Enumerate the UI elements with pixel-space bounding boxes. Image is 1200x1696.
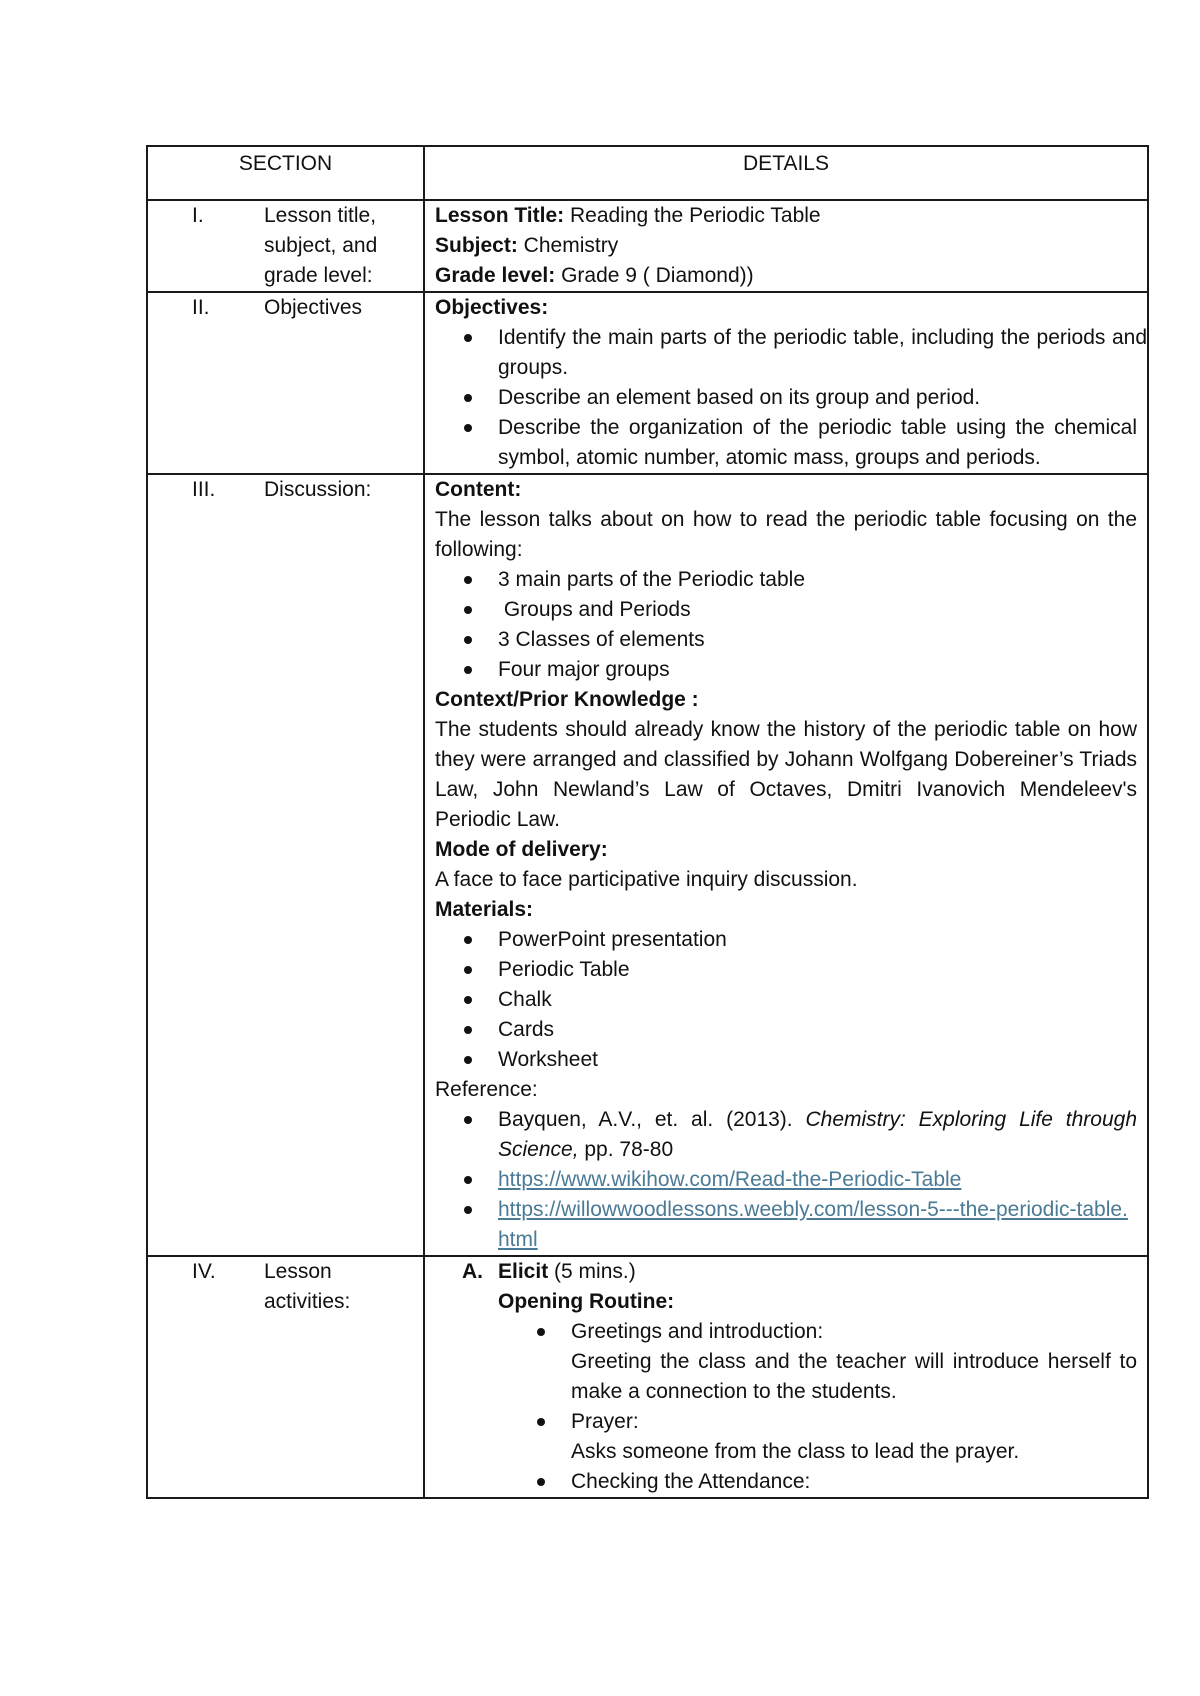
list-item: 3 main parts of the Periodic table: [498, 565, 1147, 595]
list-item: Groups and Periods: [498, 595, 1147, 625]
reference-list: [425, 1105, 1137, 1255]
section-label: Discussion:: [264, 478, 372, 501]
routine-item-title: Prayer:: [571, 1410, 639, 1433]
subject-line: [435, 231, 1137, 261]
list-item: [498, 1105, 1137, 1165]
list-item: Describe the organization of the periodic table using the chemical symbol, atomic number, atomic mass, groups and periods.: [498, 413, 1137, 473]
reference-book-title: Chemistry: Exploring Life through Science,: [498, 1108, 1138, 1161]
details-cell: [424, 292, 1148, 474]
list-item: [571, 1317, 1137, 1407]
list-item: Periodic Table: [498, 955, 1147, 985]
content-list: [425, 565, 1147, 685]
list-item: [498, 1165, 1137, 1195]
mode-text: A face to face participative inquiry discussion.: [435, 868, 858, 891]
elicit-label: Elicit: [498, 1260, 549, 1283]
reference-link-wikihow[interactable]: https://www.wikihow.com/Read-the-Periodic-Table: [498, 1168, 962, 1191]
details-cell: [424, 200, 1148, 292]
list-item: [571, 1467, 1137, 1497]
details-cell: [424, 1256, 1148, 1498]
routine-item-text: Greeting the class and the teacher will introduce herself to make a connection to the students.: [571, 1350, 1137, 1403]
section-number: II.: [192, 296, 210, 319]
routine-list: [425, 1317, 1137, 1497]
grade-line: [435, 261, 1137, 291]
reference-link-willowwood[interactable]: https://willowwoodlessons.weebly.com/lesson-5---the-periodic-table.html: [498, 1198, 1128, 1251]
section-number: IV.: [192, 1260, 216, 1283]
section-number: III.: [192, 478, 216, 501]
objectives-list: [425, 323, 1147, 473]
list-item: [498, 1195, 1137, 1255]
reference-pages: pp. 78-80: [578, 1138, 674, 1161]
lesson-title-line: [435, 201, 1137, 231]
lesson-plan-table: [146, 145, 1149, 1499]
section-header: SECTION: [238, 152, 333, 175]
activity-letter: A.: [462, 1260, 483, 1283]
section-cell: [147, 292, 424, 474]
elicit-duration: (5 mins.): [548, 1260, 636, 1283]
section-cell: [147, 1256, 424, 1498]
context-text: The students should already know the history of the periodic table on how they were arranged and classified by Johann Wolfgang Dobereiner’s Triads Law, John Newland’s Law of Octaves, Dmitri Ivanovich Mendeleev's Periodic Law.: [435, 718, 1137, 831]
section-label: Lesson title, subject, and grade level:: [264, 204, 378, 287]
table-row-objectives: [147, 292, 1148, 474]
section-header-cell: [147, 146, 424, 200]
elicit-line: [498, 1257, 1147, 1287]
list-item: [571, 1407, 1137, 1467]
subject-value: Chemistry: [517, 234, 619, 257]
list-item: Identify the main parts of the periodic table, including the periods and groups.: [498, 323, 1147, 383]
routine-item-text: Asks someone from the class to lead the prayer.: [571, 1440, 1020, 1463]
grade-value: Grade 9 ( Diamond)): [555, 264, 754, 287]
section-number: I.: [192, 204, 204, 227]
opening-routine-heading: Opening Routine:: [498, 1290, 675, 1313]
lesson-title-label: Lesson Title:: [435, 204, 565, 227]
content-text: The lesson talks about on how to read the periodic table focusing on the following:: [435, 508, 1137, 561]
section-label: Lesson activities:: [264, 1260, 351, 1313]
details-cell: [424, 474, 1148, 1256]
lesson-title-value: Reading the Periodic Table: [564, 204, 821, 227]
context-heading: Context/Prior Knowledge :: [435, 688, 699, 711]
list-item: 3 Classes of elements: [498, 625, 1147, 655]
list-item: PowerPoint presentation: [498, 925, 1147, 955]
mode-heading: Mode of delivery:: [435, 838, 608, 861]
objectives-heading: Objectives:: [435, 296, 549, 319]
table-row-lesson-info: [147, 200, 1148, 292]
reference-heading: Reference:: [435, 1078, 538, 1101]
content-heading: Content:: [435, 478, 522, 501]
list-item: Four major groups: [498, 655, 1147, 685]
table-header-row: [147, 146, 1148, 200]
table-row-discussion: [147, 474, 1148, 1256]
list-item: Describe an element based on its group and period.: [498, 383, 1147, 413]
section-cell: [147, 474, 424, 1256]
grade-label: Grade level:: [435, 264, 556, 287]
details-header-cell: [424, 146, 1148, 200]
reference-authors: Bayquen, A.V., et. al. (2013).: [498, 1108, 806, 1131]
routine-item-title: Checking the Attendance:: [571, 1470, 811, 1493]
table-row-activities: [147, 1256, 1148, 1498]
materials-list: [425, 925, 1147, 1075]
section-cell: [147, 200, 424, 292]
list-item: Worksheet: [498, 1045, 1147, 1075]
section-label: Objectives: [264, 296, 363, 319]
details-header: DETAILS: [743, 152, 829, 175]
materials-heading: Materials:: [435, 898, 534, 921]
routine-item-title: Greetings and introduction:: [571, 1320, 824, 1343]
subject-label: Subject:: [435, 234, 518, 257]
list-item: Chalk: [498, 985, 1147, 1015]
list-item: Cards: [498, 1015, 1147, 1045]
